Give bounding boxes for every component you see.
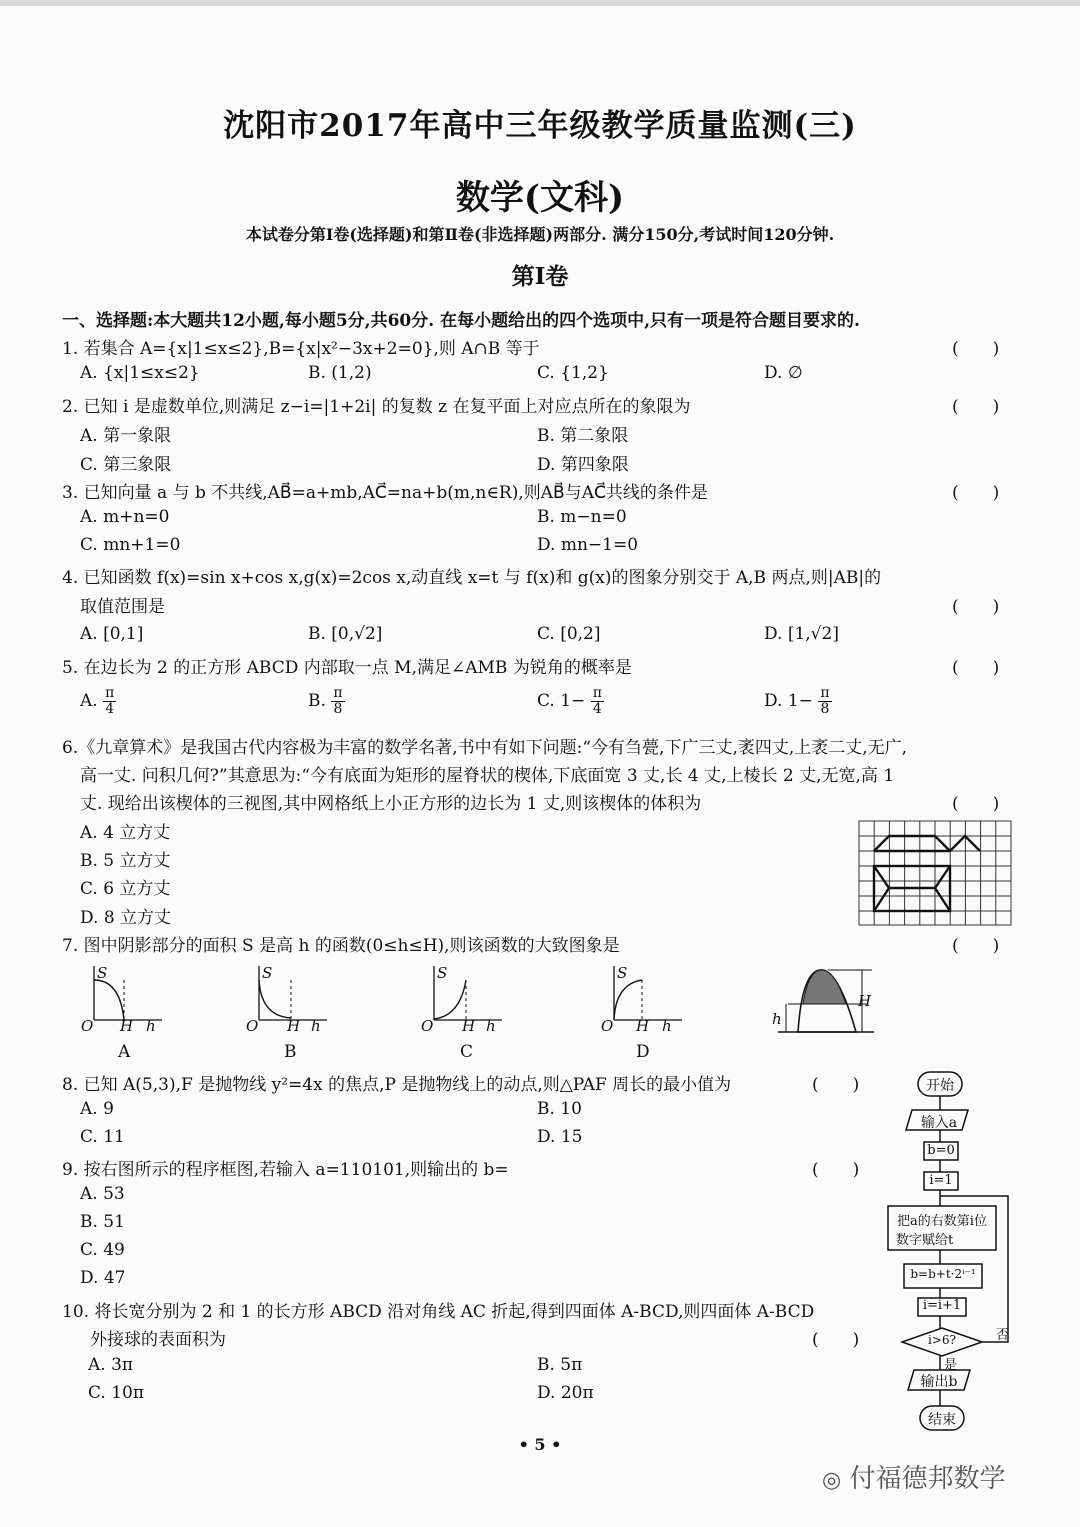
flow-i-init: i=1 [929,1173,953,1188]
flow-yes-label: 是 [944,1358,958,1373]
q5-option-b [308,686,345,717]
q9-option-c: C. 49 [80,1240,125,1260]
flow-b-init: b=0 [927,1143,955,1158]
q5-a-label: A. [80,691,98,711]
q7-a-axis-h: h [146,1017,156,1035]
q1-option-d: D. ∅ [764,363,803,383]
flow-start: 开始 [926,1078,954,1094]
section-heading: 一、选择题:本大题共12小题,每小题5分,共60分. 在每小题给出的四个选项中,只有一项是符合题目要求的. [62,311,860,331]
q7-graph-b [245,962,335,1035]
q5-b-den: 8 [333,701,343,717]
wechat-icon: ◎ [822,1468,842,1493]
q2-answer-paren: ( ) [952,397,1000,417]
q7-graph-c [420,962,510,1035]
exam-note: 本试卷分第Ⅰ卷(选择题)和第Ⅱ卷(非选择题)两部分. 满分150分,考试时间120分钟. [245,225,835,244]
q2-stem: 2. 已知 i 是虚数单位,则满足 z−i=|1+2i| 的复数 z 在复平面上对应点所在的象限为 [62,397,691,417]
q10-option-b: B. 5π [537,1355,583,1375]
q8-option-c: C. 11 [80,1127,125,1147]
q2-option-d: D. 第四象限 [537,455,629,475]
q3-stem: 3. 已知向量 a 与 b 不共线,AB⃗=a+mb,AC⃗=na+b(m,n∈R),则AB⃗与AC⃗共线的条件是 [62,483,708,503]
q5-d-num: π [820,685,830,701]
q6-stem-line1: 6.《九章算术》是我国古代内容极为丰富的数学名著,书中有如下问题:“今有刍甍,下广三丈,袤四丈,上袤二丈,无广, [62,738,908,758]
q7-b-axis-s: S [262,964,273,982]
q3-option-c: C. mn+1=0 [80,535,181,555]
q9-option-d: D. 47 [80,1268,126,1288]
q7-graph-a [80,962,170,1035]
q7-c-axis-s: S [437,964,448,982]
q4-option-b: B. [0,√2] [308,624,383,644]
q7-stem: 7. 图中阴影部分的面积 S 是高 h 的函数(0≤h≤H),则该函数的大致图象是 [62,936,620,956]
q7-d-axis-o: O [601,1017,614,1035]
q7-b-axis-h: h [311,1017,321,1035]
q7-a-axis-hh: H [120,1017,134,1035]
q4-stem-line1: 4. 已知函数 f(x)=sin x+cos x,g(x)=2cos x,动直线 x=t 与 f(x)和 g(x)的图象分别交于 A,B 两点,则|AB|的 [62,568,882,588]
q7-a-axis-s: S [97,964,108,982]
q6-stem-line3: 丈. 现给出该楔体的三视图,其中网格纸上小正方形的边长为 1 丈,则该楔体的体积为 [80,794,702,814]
q7-d-axis-hh: H [636,1017,650,1035]
page-number: • 5 • [518,1435,562,1454]
q7-label-b: B [284,1042,297,1062]
q7-c-axis-hh: H [462,1017,476,1035]
q8-option-d: D. 15 [537,1127,583,1147]
q1-answer-paren: ( ) [952,339,1000,359]
q5-option-c [537,686,604,717]
q5-c-fraction [591,686,604,717]
q7-d-axis-h: h [662,1017,672,1035]
q1-option-c: C. {1,2} [537,363,609,383]
q7-graph-d [600,962,690,1035]
watermark [822,1458,1005,1495]
q9-option-b: B. 51 [80,1212,125,1232]
q3-answer-paren: ( ) [952,483,1000,503]
q2-option-b: B. 第二象限 [537,426,629,446]
q6-option-c: C. 6 立方丈 [80,879,171,899]
q3-option-b: B. m−n=0 [537,507,627,527]
q4-option-a: A. [0,1] [80,624,144,644]
flow-output: 输出b [920,1374,958,1390]
part-heading: 第Ⅰ卷 [511,263,569,290]
q6-stem-line2: 高一丈. 问积几何?”其意思为:“今有底面为矩形的屋脊状的楔体,下底面宽 3 丈,长 4 丈,上棱长 2 丈,无宽,高 1 [80,766,895,786]
q10-answer-paren: ( ) [812,1330,860,1350]
q7-b-axis-hh: H [287,1017,301,1035]
flow-no-label: 否 [996,1328,1010,1343]
q8-option-b: B. 10 [537,1099,582,1119]
flow-input: 输入a [920,1115,958,1131]
scan-edge [0,0,1080,6]
q5-b-fraction [331,686,344,717]
q5-a-den: 4 [105,701,115,717]
q5-c-num: π [592,685,602,701]
flow-increment-i: i=i+1 [922,1298,962,1313]
q5-a-num: π [105,685,115,701]
q8-stem: 8. 已知 A(5,3),F 是抛物线 y²=4x 的焦点,P 是抛物线上的动点,则△PAF 周长的最小值为 [62,1075,732,1095]
q7-label-a: A [118,1042,131,1062]
q9-option-a: A. 53 [80,1184,125,1204]
q5-d-label: D. 1− [764,691,813,711]
q1-option-b: B. (1,2) [308,363,372,383]
q5-b-label: B. [308,691,326,711]
q3-option-a: A. m+n=0 [80,507,170,527]
q10-stem-line2: 外接球的表面积为 [90,1330,226,1350]
q8-answer-paren: ( ) [812,1075,860,1095]
q5-answer-paren: ( ) [952,658,1000,678]
q5-option-d [764,686,832,717]
q1-stem: 1. 若集合 A={x|1≤x≤2},B={x|x²−3x+2=0},则 A∩B 等于 [62,339,540,359]
q5-b-num: π [333,685,343,701]
q9-stem: 9. 按右图所示的程序框图,若输入 a=110101,则输出的 b= [62,1160,509,1180]
q4-stem-line2: 取值范围是 [80,597,165,617]
flow-assign-line1: 把a的右数第i位 [897,1214,987,1229]
q6-option-a: A. 4 立方丈 [80,823,171,843]
three-view-grid-figure [858,820,1012,926]
q10-option-a: A. 3π [88,1355,134,1375]
q7-answer-paren: ( ) [952,936,1000,956]
q7-shaded-figure [768,962,880,1036]
exam-title: 沈阳市2017年高中三年级教学质量监测(三) [223,108,857,144]
q4-option-d: D. [1,√2] [764,624,839,644]
q5-option-a [80,686,116,717]
q10-option-d: D. 20π [537,1383,594,1403]
q9-answer-paren: ( ) [812,1160,860,1180]
q7-d-axis-s: S [617,964,628,982]
q5-stem: 5. 在边长为 2 的正方形 ABCD 内部取一点 M,满足∠AMB 为锐角的概率是 [62,658,632,678]
q10-option-c: C. 10π [88,1383,145,1403]
q1-option-a: A. {x|1≤x≤2} [80,363,200,383]
q10-stem-line1: 10. 将长宽分别为 2 和 1 的长方形 ABCD 沿对角线 AC 折起,得到四面体 A-BCD,则四面体 A-BCD [62,1302,815,1322]
flow-assign-line2: 数字赋给t [896,1233,954,1248]
q2-option-a: A. 第一象限 [80,426,172,446]
q6-option-d: D. 8 立方丈 [80,908,172,928]
watermark-text: 付福德邦数学 [849,1464,1006,1494]
q5-c-label: C. 1− [537,691,586,711]
q3-option-d: D. mn−1=0 [537,535,639,555]
q7-b-axis-o: O [246,1017,259,1035]
q7-label-d: D [636,1042,650,1062]
q7-c-axis-h: h [486,1017,496,1035]
q8-option-a: A. 9 [80,1099,114,1119]
q2-option-c: C. 第三象限 [80,455,172,475]
program-flowchart [880,1068,1020,1434]
q7-a-axis-o: O [81,1017,94,1035]
q5-c-den: 4 [592,701,602,717]
q4-option-c: C. [0,2] [537,624,601,644]
q5-d-den: 8 [820,701,830,717]
q6-answer-paren: ( ) [952,794,1000,814]
flow-condition: i>6? [928,1333,956,1347]
q7-figure-hh: H [858,992,872,1010]
q7-c-axis-o: O [421,1017,434,1035]
q7-label-c: C [460,1042,474,1062]
q6-option-b: B. 5 立方丈 [80,851,171,871]
q4-answer-paren: ( ) [952,597,1000,617]
flow-end: 结束 [928,1412,956,1428]
q5-a-fraction [103,686,116,717]
subject-title: 数学(文科) [455,178,625,218]
q5-d-fraction [818,686,831,717]
flow-update-b: b=b+t·2ⁱ⁻¹ [910,1267,976,1281]
q7-figure-h: h [772,1010,782,1028]
